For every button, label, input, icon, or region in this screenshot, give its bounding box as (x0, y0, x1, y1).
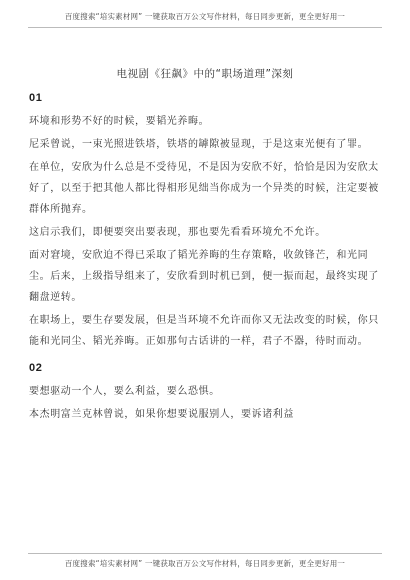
section-heading: 01 (29, 92, 43, 104)
paragraph: 这启示我们，即便要突出要表现，那也要先看看环境允不允许。 (29, 227, 326, 238)
paragraph: 要想驱动一个人，要么利益，要么恐惧。 (29, 386, 220, 397)
document-title: 电视剧《狂飙》中的“职场道理”深刻 (116, 68, 294, 80)
page-footer: 百度搜索“培实素材网” 一键获取百万公文写作材料，每日同步更新，更全更好用一 (64, 559, 346, 568)
page-header: 百度搜索“培实素材网” 一键获取百万公文写作材料，每日同步更新，更全更好用一 (64, 12, 346, 21)
section-heading: 02 (29, 362, 43, 374)
paragraph: 本杰明富兰克林曾说，如果你想要说服别人，要诉诸利益 (29, 409, 294, 420)
paragraph: 在职场上，要生存要发展，但是当环境不允许而你又无法改变的时候，你只能和光同尘、韬光养晦。正如那句古话讲的一样，君子不器，待时而动。 (29, 315, 379, 347)
document-body (29, 88, 382, 427)
paragraph: 面对窘境，安欣迫不得已采取了韬光养晦的生存策略，收敛锋芒，和光同尘。后来，上级指导组来了，安欣看到时机已到，便一振而起，最终实现了翻盘逆转。 (29, 250, 379, 303)
header-divider (28, 27, 382, 28)
paragraph: 环境和形势不好的时候，要韬光养晦。 (29, 116, 210, 127)
paragraph: 尼采曾说，一束光照进铁塔，铁塔的罅隙被显现，于是这束光便有了罪。 (29, 139, 369, 150)
paragraph: 在单位，安欣为什么总是不受待见，不是因为安欣不好，恰恰是因为安欣太好了，以至于把其他人都比得相形见绌当你成为一个异类的时候，注定要被群体所抛弃。 (29, 162, 379, 215)
footer-divider (28, 553, 382, 554)
